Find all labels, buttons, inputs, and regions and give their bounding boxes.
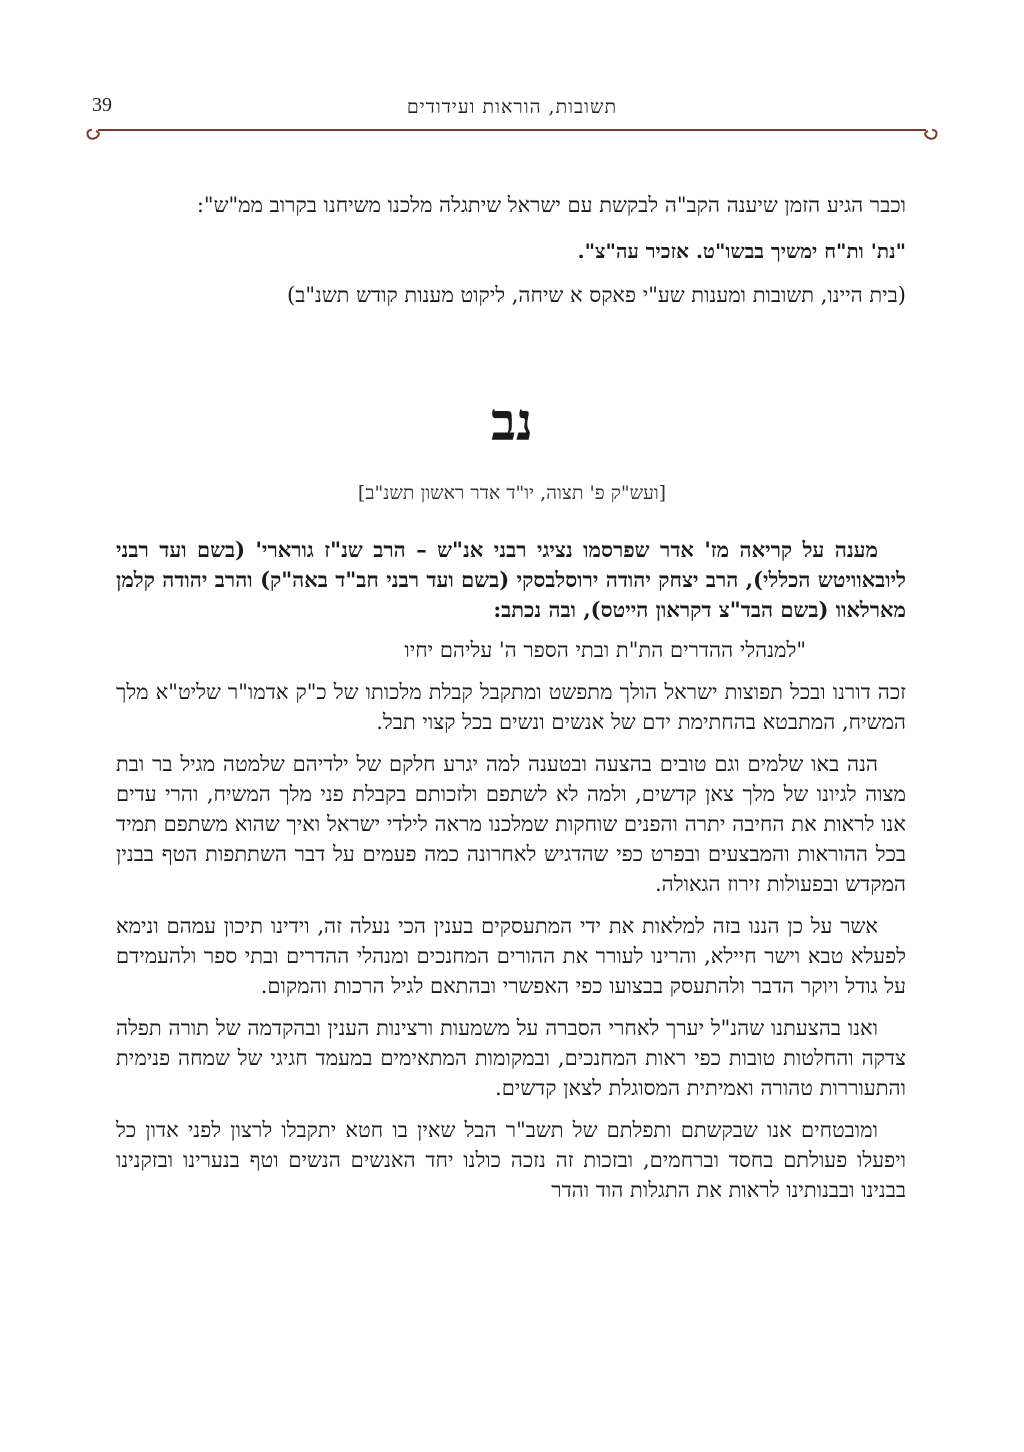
body-paragraph-3: אשר על כן הננו בזה למלאות את ידי המתעסקים בענין הכי נעלה זה, וידינו תיכון עמהם ונימא לפעלא טבא וישר חיילא, והרינו לעורר את ההורים המחנכים ומנהלי ההדרים ובתי ספר ולהעמידם על גודל ויוקר הדבר ולהתעסק בבצועו כפי האפשרי ובהתאם לגיל הרכות והמקום. [116, 914, 906, 998]
body-intro-paragraph: מענה על קריאה מז' אדר שפרסמו נציגי רבני אנ"ש – הרב שנ"ז גורארי' (בשם ועד רבני ליובאוויטש הכללי), הרב יצחק יהודה ירוסלבסקי (בשם ועד רבני חב"ד באה"ק) והרב יהודה קלמן מארלאוו (בשם הבד"צ דקראון הייטס), ובה נכתב: [116, 537, 906, 622]
intro-paragraph: וכבר הגיע הזמן שיענה הקב"ה לבקשת עם ישראל שיתגלה מלכנו משיחנו בקרוב ממ"ש": [196, 193, 906, 217]
bold-quote: "נת' ות"ח ימשיך בבשו"ט. אזכיר עה"צ". [577, 239, 906, 263]
body-block [116, 535, 906, 1205]
section-heading: נב [491, 392, 533, 453]
body-paragraph-4: ואנו בהצעתנו שהנ"ל יערך לאחרי הסברה על משמעות ורצינות הענין ובהקדמה של תורה תפלה צדקה והחלטות טובות כפי ראות המחנכים, ובמקומות המתאימים במעמד חגיגי של שמחה פנימית והתעוררות טהורה ואמיתית המסוגלת לצאן קדשים. [116, 1016, 906, 1100]
page-number: 39 [92, 94, 112, 116]
intro-block [116, 190, 906, 310]
body-paragraph-2: הנה באו שלמים וגם טובים בהצעה ובטענה למה יגרע חלקם של ילדיהם שלמטה מגיל בר ובת מצוה לגיונו של מלך צאן קדשים, ולמה לא לשתפם ולזכותם בקבלת פני מלך המשיח, והרי עדים אנו לראות את החיבה יתרה והפנים שוחקות שמלכנו מראה לילדי ישראל ואיך שהוא משתפם תמיד בכל ההוראות והמבצעים ובפרט כפי שהדגיש לאחרונה כמה פעמים על דבר השתתפות הטף בבנין המקדש ובפעולות זירוז הגאולה. [116, 752, 906, 896]
source-citation: (בית היינו, תשובות ומענות שע"י פאקס א שיחה, ליקוט מענות קודש תשנ"ב) [287, 283, 906, 307]
section-date: [ועש"ק פ' תצוה, יו"ד אדר ראשון תשנ"ב] [357, 482, 667, 504]
quote-opening-line: "למנהלי ההדרים הת"ת ובתי הספר ה' עליהם יחיו [404, 638, 806, 662]
page-header [86, 86, 938, 146]
body-paragraph-5: ומובטחים אנו שבקשתם ותפלתם של תשב"ר הבל שאין בו חטא יתקבלו לרצון לפני אדון כל ויפעלו פעולתם בחסד וברחמים, ובזכות זה נזכה כולנו יחד האנשים הנשים וטף בנערינו ובזקנינו בבנינו ובבנותינו לראות את התגלות הוד והדר [116, 1118, 906, 1202]
header-ornament-rule [86, 124, 938, 144]
body-paragraph-1: זכה דורנו ובכל תפוצות ישראל הולך מתפשט ומתקבל קבלת מלכותו של כ"ק אדמו"ר שליט"א מלך המשיח, המתבטא בהחתימת ידם של אנשים ונשים בכל קצוי תבל. [116, 680, 906, 734]
running-title: תשובות, הוראות ועידודים [406, 96, 618, 118]
